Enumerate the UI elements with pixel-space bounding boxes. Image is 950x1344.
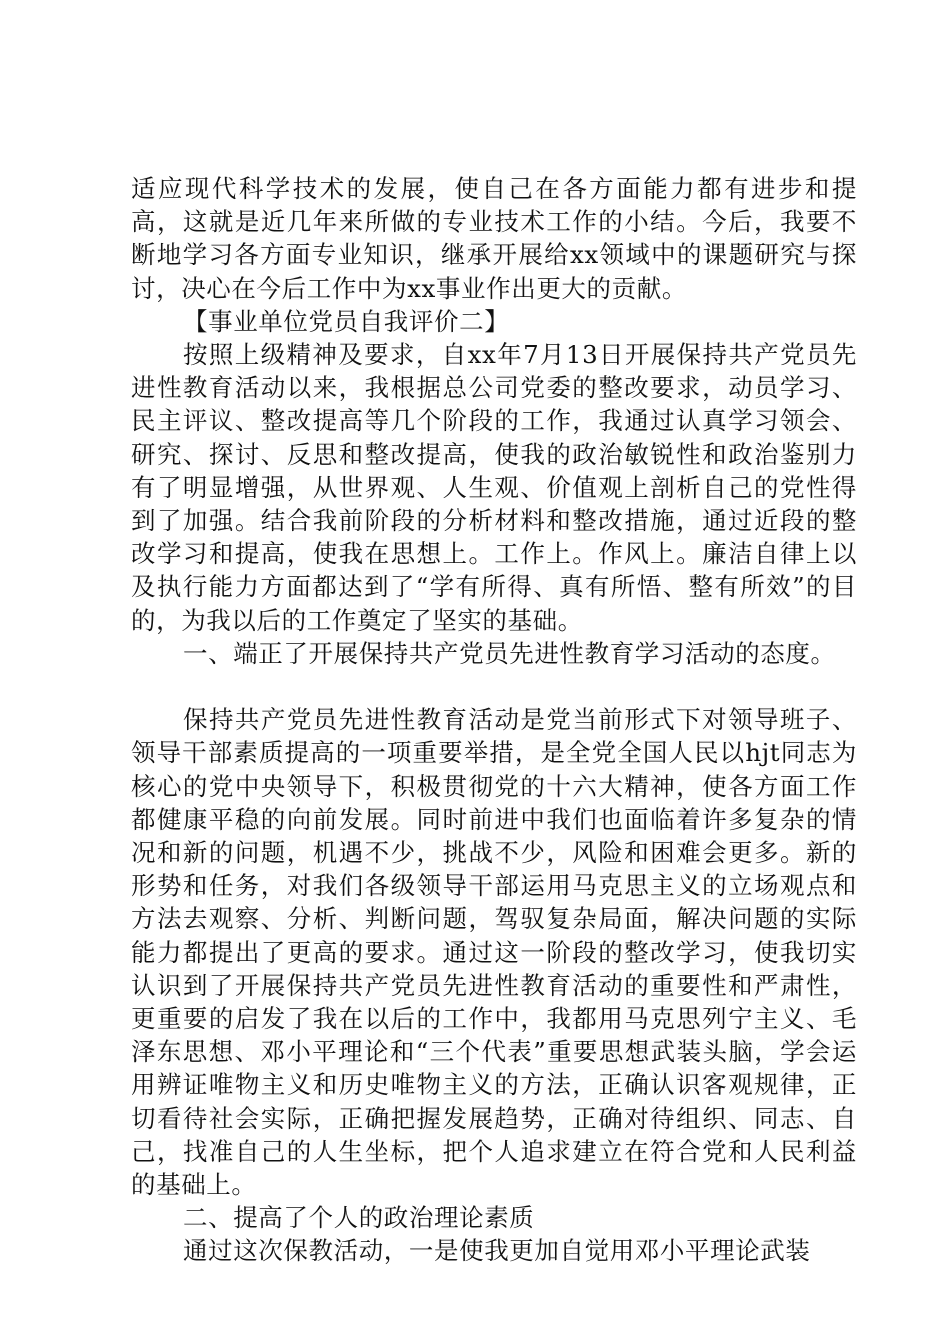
paragraph-intro: 按照上级精神及要求，自xx年7月13日开展保持共产党员先进性教育活动以来，我根据总公司党委的整改要求，动员学习、民主评议、整改提高等几个阶段的工作，我通过认真学习领会、研究、探讨、反思和整改提高，使我的政治敏锐性和政治鉴别力有了明显增强，从世界观、人生观、价值观上剖析自己的党性得到了加强。结合我前阶段的分析材料和整改措施，通过近段的整改学习和提高，使我在思想上。工作上。作风上。廉洁自律上以及执行能力方面都达到了“学有所得、真有所悟、整有所效”的目的，为我以后的工作奠定了坚实的基础。: [131, 340, 857, 635]
blank-line: [131, 670, 857, 703]
paragraph-closing-summary: 适应现代科学技术的发展，使自己在各方面能力都有进步和提高，这就是近几年来所做的专业技术工作的小结。今后，我要不断地学习各方面专业知识，继承开展给xx领域中的课题研究与探讨，决心在今后工作中为xx事业作出更大的贡献。: [131, 174, 857, 303]
section-title-evaluation-two: 【事业单位党员自我评价二】: [183, 306, 510, 336]
heading-one: 一、端正了开展保持共产党员先进性教育学习活动的态度。: [183, 638, 836, 668]
document-body: [131, 172, 857, 1268]
heading-two: 二、提高了个人的政治理论素质: [183, 1203, 535, 1233]
paragraph-body-one: 保持共产党员先进性教育活动是党当前形式下对领导班子、领导干部素质提高的一项重要举措，是全党全国人民以hjt同志为核心的党中央领导下，积极贯彻党的十六大精神，使各方面工作都健康平稳的向前发展。同时前进中我们也面临着许多复杂的情况和新的问题，机遇不少，挑战不少，风险和困难会更多。新的形势和任务，对我们各级领导干部运用马克思主义的立场观点和方法去观察、分析、判断问题，驾驭复杂局面，解决问题的实际能力都提出了更高的要求。通过这一阶段的整改学习，使我切实认识到了开展保持共产党员先进性教育活动的重要性和严肃性，更重要的启发了我在以后的工作中，我都用马克思列宁主义、毛泽东思想、邓小平理论和“三个代表”重要思想武装头脑，学会运用辨证唯物主义和历史唯物主义的方法，正确认识客观规律，正切看待社会实际，正确把握发展趋势，正确对待组织、同志、自己，找准自己的人生坐标，把个人追求建立在符合党和人民利益的基础上。: [131, 705, 857, 1200]
paragraph-body-two: 通过这次保教活动，一是使我更加自觉用邓小平理论武装: [183, 1236, 811, 1266]
